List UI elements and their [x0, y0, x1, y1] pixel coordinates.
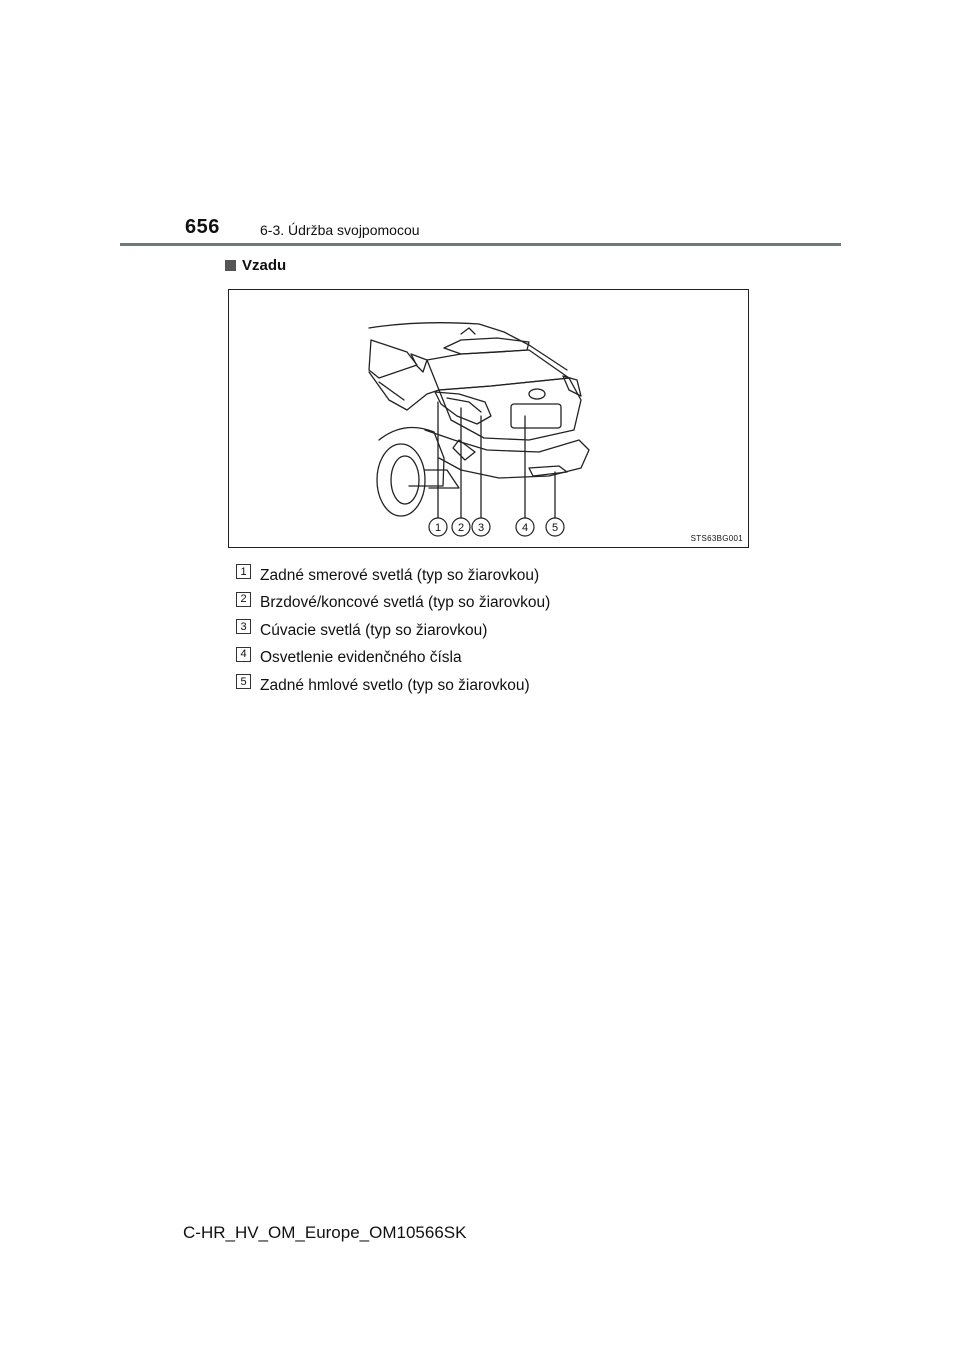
legend-item [236, 645, 550, 673]
legend-number-badge: 2 [236, 592, 251, 607]
figure-code: STS63BG001 [690, 534, 743, 543]
legend-text: Brzdové/koncové svetlá (typ so žiarovkou) [260, 594, 551, 612]
shark-fin [461, 328, 475, 334]
left-tail-lamp [435, 392, 491, 424]
bumper-corner [425, 470, 459, 488]
page-number: 656 [185, 216, 220, 238]
rear-window [427, 350, 569, 390]
tailgate [439, 378, 581, 440]
square-bullet-icon [225, 260, 236, 271]
legend-number-badge: 4 [236, 647, 251, 662]
legend-text: Zadné smerové svetlá (typ so žiarovkou) [260, 566, 540, 584]
header-rule [120, 243, 841, 246]
rear-wheel-rim [391, 456, 419, 504]
rear-emblem [529, 389, 545, 399]
left-tail-lamp-inner [447, 398, 481, 412]
callout-2: 2 [457, 522, 465, 534]
legend-number-badge: 3 [236, 619, 251, 634]
legend-text: Osvetlenie evidenčného čísla [260, 649, 462, 667]
side-window [369, 340, 417, 378]
legend-text: Cúvacie svetlá (typ so žiarovkou) [260, 621, 488, 639]
subheading-text: Vzadu [242, 257, 287, 274]
wheel-arch [379, 428, 444, 487]
footer-document-id: C-HR_HV_OM_Europe_OM10566SK [183, 1223, 467, 1242]
legend-number-badge: 5 [236, 674, 251, 689]
section-title: 6-3. Údržba svojpomocou [260, 222, 420, 238]
rear-lights-figure [228, 289, 749, 548]
rear-spoiler [444, 338, 529, 354]
rear-quarter-window [411, 354, 427, 372]
callout-3: 3 [477, 522, 485, 534]
legend-item [236, 590, 550, 618]
legend-item [236, 562, 550, 590]
callout-4: 4 [521, 522, 529, 534]
bumper-diffuser [529, 466, 567, 476]
subheading [225, 257, 286, 274]
callout-5: 5 [551, 522, 559, 534]
callout-1: 1 [434, 522, 442, 534]
roof-outline [369, 323, 567, 370]
legend-text: Zadné hmlové svetlo (typ so žiarovkou) [260, 676, 530, 694]
legend-number-badge: 1 [236, 564, 251, 579]
car-rear-illustration [229, 290, 748, 547]
legend-item [236, 672, 550, 700]
legend-list [236, 562, 550, 700]
legend-item [236, 617, 550, 645]
reflector [453, 440, 475, 460]
right-tail-lamp [563, 376, 581, 396]
rear-tire [377, 444, 425, 516]
license-plate-area [511, 404, 561, 428]
